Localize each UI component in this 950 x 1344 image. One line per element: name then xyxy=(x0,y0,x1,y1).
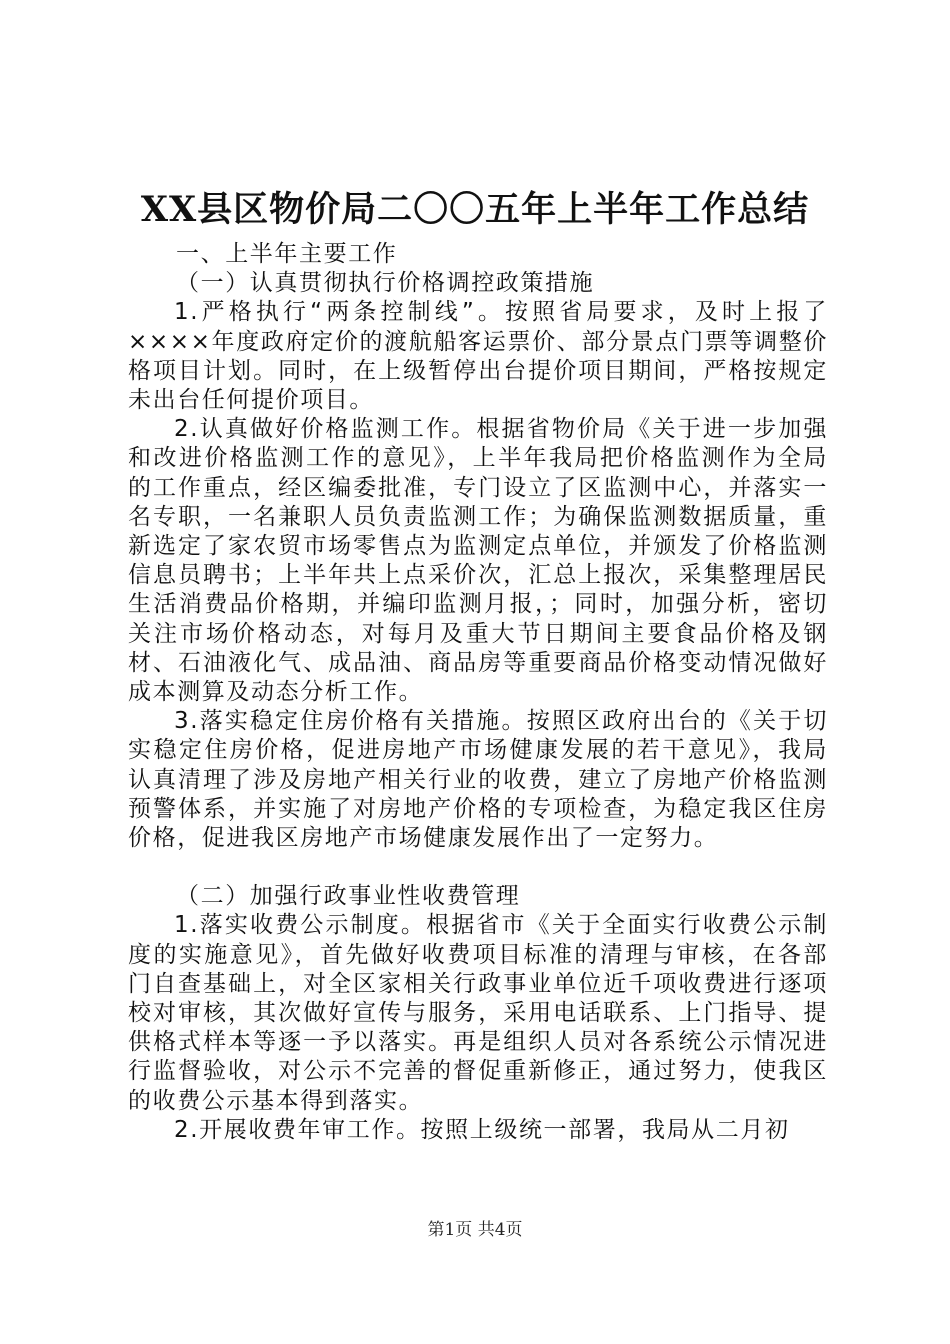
section-heading: 一、上半年主要工作 xyxy=(176,241,398,267)
subsection-heading: （二）加强行政事业性收费管理 xyxy=(176,883,521,910)
document-body xyxy=(128,240,828,1145)
paragraph: 1.落实收费公示制度。根据省市《关于全面实行收费公示制度的实施意见》，首先做好收费项目标准的清理与审核，在各部门自查基础上，对全区家相关行政事业单位近千项收费进行逐项校对审核，其次做好宣传与服务，采用电话联系、上门指导、提供格式样本等逐一予以落实。再是组织人员对各系统公示情况进行监督验收，对公示不完善的督促重新修正，通过努力，使我区的收费公示基本得到落实。 xyxy=(128,912,828,1114)
page-number-footer: 第1页 共4页 xyxy=(427,1220,523,1240)
document-title: XX县区物价局二〇〇五年上半年工作总结 xyxy=(140,189,810,230)
paragraph: 3.落实稳定住房价格有关措施。按照区政府出台的《关于切实稳定住房价格，促进房地产市场健康发展的若干意见》，我局认真清理了涉及房地产相关行业的收费，建立了房地产价格监测预警体系，并实施了对房地产价格的专项检查，为稳定我区住房价格，促进我区房地产市场健康发展作出了一定努力。 xyxy=(128,708,828,852)
subsection-heading: （一）认真贯彻执行价格调控政策措施 xyxy=(176,270,595,297)
paragraph: 2.认真做好价格监测工作。根据省物价局《关于进一步加强和改进价格监测工作的意见》，上半年我局把价格监测作为全局的工作重点，经区编委批准，专门设立了区监测中心，并落实一名专职，一名兼职人员负责监测工作；为确保监测数据质量，重新选定了家农贸市场零售点为监测定点单位，并颁发了价格监测信息员聘书；上半年共上点采价次，汇总上报次，采集整理居民生活消费品价格期，并编印监测月报，；同时，加强分析，密切关注市场价格动态，对每月及重大节日期间主要食品价格及钢材、石油液化气、成品油、商品房等重要商品价格变动情况做好成本测算及动态分析工作。 xyxy=(128,416,828,706)
paragraph: 1.严格执行“两条控制线”。按照省局要求，及时上报了××××年度政府定价的渡航船客运票价、部分景点门票等调整价格项目计划。同时，在上级暂停出台提价项目期间，严格按规定未出台任何提价项目。 xyxy=(128,299,828,414)
paragraph-spacer xyxy=(128,853,828,882)
paragraph: 2.开展收费年审工作。按照上级统一部署，我局从二月初 xyxy=(174,1116,790,1143)
